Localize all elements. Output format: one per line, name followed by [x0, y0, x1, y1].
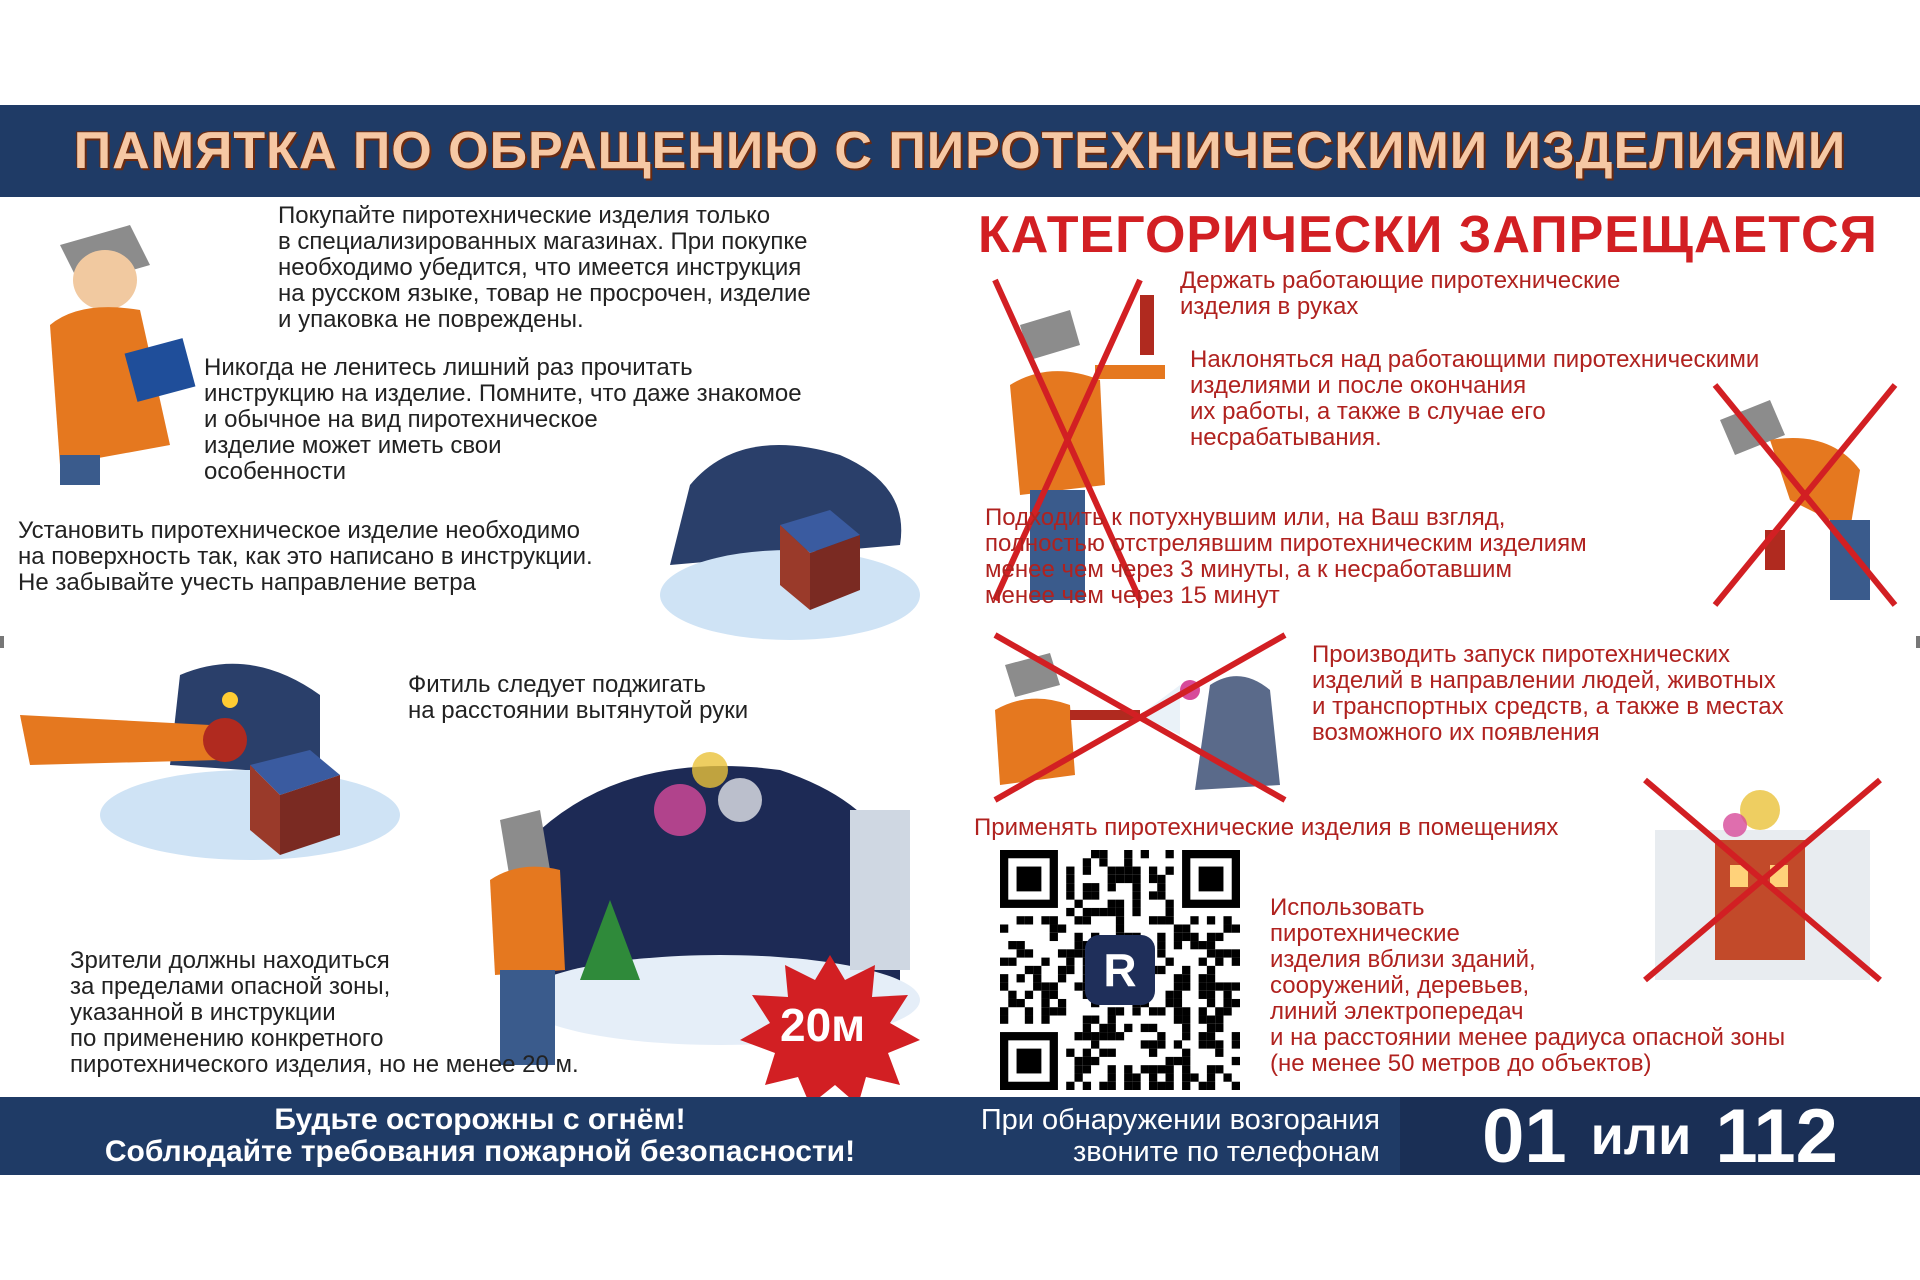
emergency-number-01: 01	[1482, 1093, 1567, 1179]
bending-over-firework-crossed-illustration	[1710, 380, 1900, 610]
prohibited-title: КАТЕГОРИЧЕСКИ ЗАПРЕЩАЕТСЯ	[978, 206, 1878, 264]
footer-warning-line-2: Соблюдайте требования пожарной безопасности!	[104, 1135, 856, 1168]
firework-cube-on-snow-illustration	[660, 425, 920, 645]
text-line: Установить пиротехническое изделие необходимо	[18, 517, 580, 544]
text-line: изделий в направлении людей, животных	[1312, 667, 1776, 694]
text-line: необходимо убедится, что имеется инструкция	[278, 254, 802, 281]
text-line: и обычное на вид пиротехническое	[204, 406, 598, 433]
text-line: пиротехнического изделия, но не менее 20 м.	[70, 1051, 579, 1078]
edge-tick-right	[1916, 636, 1920, 648]
man-with-package-illustration	[20, 205, 210, 485]
emergency-numbers	[1400, 1093, 1920, 1179]
text-line: и упаковка не повреждены.	[278, 306, 584, 333]
text-line: на русском языке, товар не просрочен, изделие	[278, 280, 811, 307]
footer-call-note	[960, 1097, 1380, 1175]
text-line: полностью отстрелявшим пиротехническим изделиям	[985, 530, 1587, 557]
rule-4	[1312, 642, 1784, 746]
text-line: Никогда не ленитесь лишний раз прочитать	[204, 354, 693, 381]
footer-call-line-1: При обнаружении возгорания	[980, 1104, 1380, 1136]
text-line: Держать работающие пиротехнические	[1180, 267, 1621, 294]
header-bar	[0, 105, 1920, 197]
text-line: менее чем через 3 минуты, а к несработавшим	[985, 556, 1512, 583]
text-line: несрабатывания.	[1190, 424, 1382, 451]
rule-5	[974, 815, 1558, 841]
qr-logo-letter: R	[1103, 944, 1137, 996]
text-line: Использовать	[1270, 894, 1425, 921]
text-line: и транспортных средств, а также в местах	[1312, 693, 1784, 720]
text-line: на расстоянии вытянутой руки	[408, 697, 749, 724]
text-line: по применению конкретного	[70, 1025, 384, 1052]
footer-bar	[0, 1093, 1920, 1179]
text-line: их работы, а также в случае его	[1190, 398, 1546, 425]
text-line: указанной в инструкции	[70, 999, 336, 1026]
poster	[0, 105, 1920, 1179]
text-line: за пределами опасной зоны,	[70, 973, 391, 1000]
poster-title: ПАМЯТКА ПО ОБРАЩЕНИЮ С ПИРОТЕХНИЧЕСКИМИ ИЗДЕЛИЯМИ	[73, 122, 1847, 180]
text-line: Наклоняться над работающими пиротехническими	[1190, 346, 1760, 373]
text-line: изделие может иметь свои	[204, 432, 502, 459]
left-paragraph-4	[408, 672, 748, 724]
rule-1	[1180, 268, 1620, 320]
footer-call-line-2: звоните по телефонам	[1073, 1136, 1380, 1168]
left-paragraph-1	[278, 203, 811, 333]
text-line: (не менее 50 метров до объектов)	[1270, 1050, 1652, 1077]
left-paragraph-5	[70, 948, 579, 1078]
text-line: изделия вблизи зданий,	[1270, 946, 1536, 973]
qr-logo	[1085, 935, 1155, 1005]
text-line: Подходить к потухнувшим или, на Ваш взгляд,	[985, 504, 1506, 531]
text-line: возможного их появления	[1312, 719, 1600, 746]
text-line: и на расстоянии менее радиуса опасной зоны	[1270, 1024, 1786, 1051]
rule-6	[1270, 895, 1785, 1077]
rule-2	[1190, 347, 1759, 451]
text-line: Не забывайте учесть направление ветра	[18, 569, 476, 596]
text-line: Производить запуск пиротехнических	[1312, 641, 1731, 668]
text-line: Применять пиротехнические изделия в помещениях	[974, 814, 1559, 841]
text-line: сооружений, деревьев,	[1270, 972, 1530, 999]
text-line: Зрители должны находиться	[70, 947, 390, 974]
text-line: менее чем через 15 минут	[985, 582, 1280, 609]
text-line: пиротехнические	[1270, 920, 1460, 947]
left-paragraph-3	[18, 518, 593, 596]
launching-at-people-crossed-illustration	[980, 625, 1300, 805]
text-line: линий электропередач	[1270, 998, 1524, 1025]
hand-lighting-fuse-illustration	[20, 655, 400, 865]
rule-3	[985, 505, 1587, 609]
emergency-number-112: 112	[1715, 1093, 1838, 1179]
footer-warning-line-1: Будьте осторожны с огнём!	[274, 1103, 686, 1136]
emergency-numbers-or: или	[1590, 1106, 1692, 1166]
footer-warning	[0, 1097, 960, 1175]
text-line: Покупайте пиротехнические изделия только	[278, 202, 771, 229]
text-line: на поверхность так, как это написано в инструкции.	[18, 543, 593, 570]
distance-badge-label: 20м	[780, 999, 866, 1051]
text-line: инструкцию на изделие. Помните, что даже знакомое	[204, 380, 802, 407]
edge-tick-left	[0, 636, 4, 648]
text-line: изделия в руках	[1180, 293, 1359, 320]
text-line: в специализированных магазинах. При покупке	[278, 228, 808, 255]
text-line: изделиями и после окончания	[1190, 372, 1527, 399]
text-line: особенности	[204, 458, 347, 485]
text-line: Фитиль следует поджигать	[408, 671, 706, 698]
